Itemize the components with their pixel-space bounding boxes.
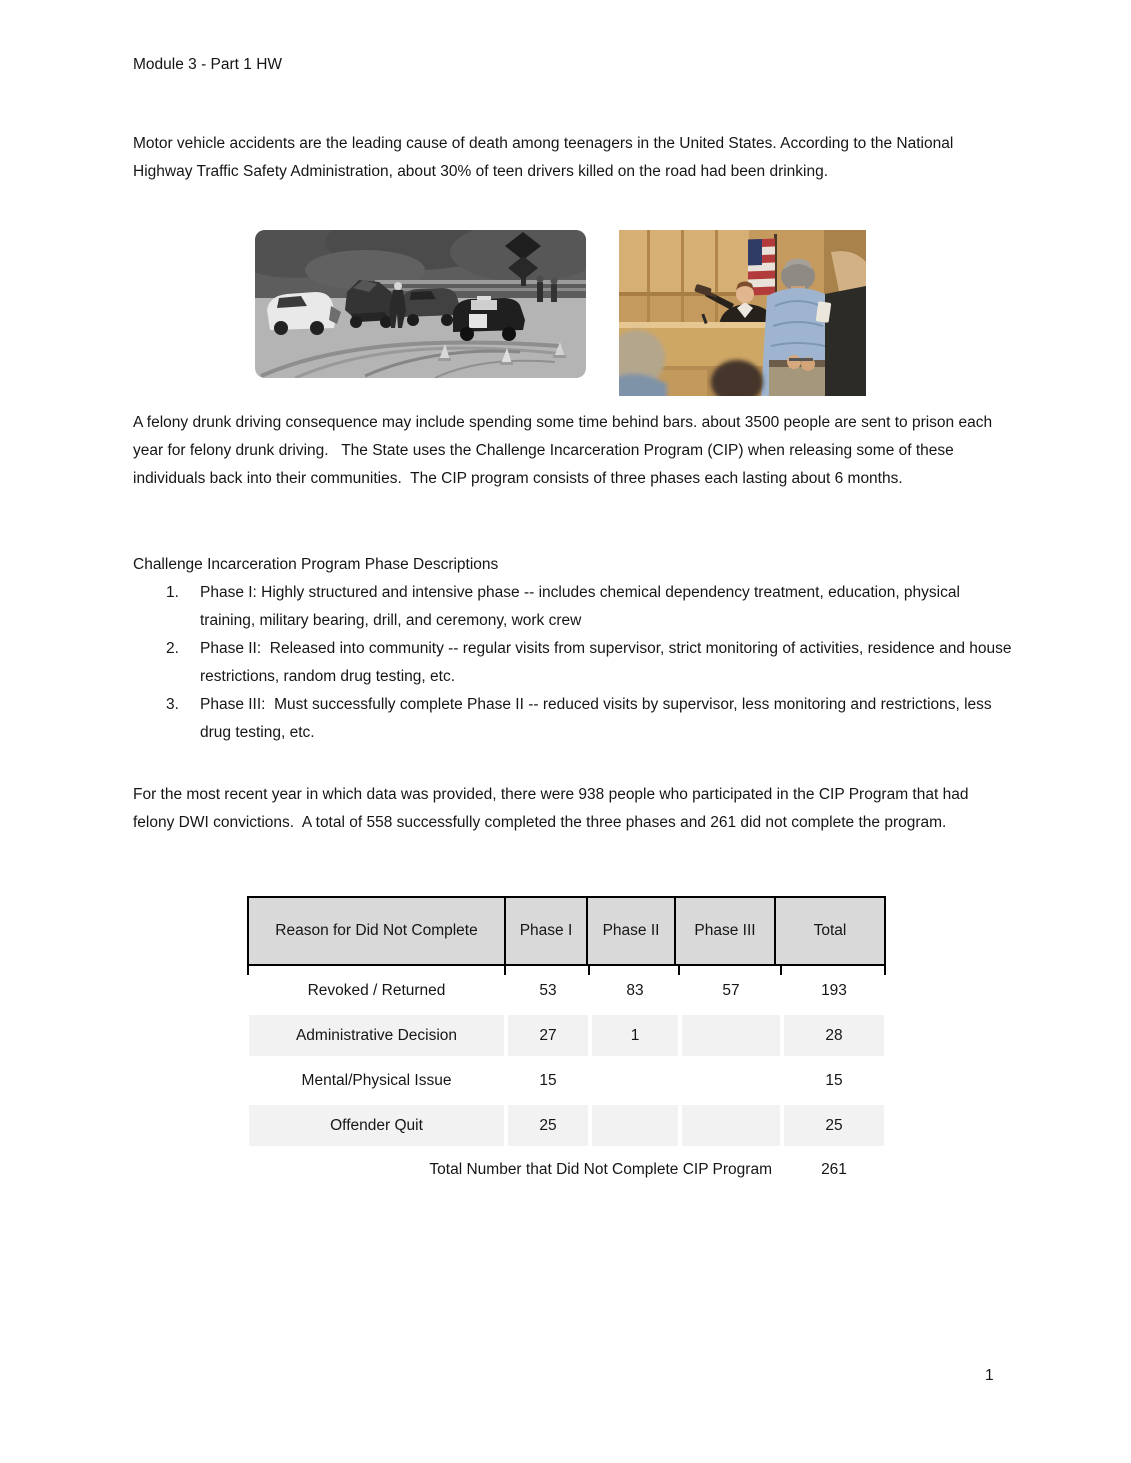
cell-total: 15: [825, 1071, 843, 1089]
cell-reason: Mental/Physical Issue: [301, 1071, 452, 1089]
phases-section: [133, 551, 1016, 747]
table-header-phase3: Phase III: [676, 898, 776, 964]
phase-list-item-2: [133, 635, 1016, 691]
header-border-stub: [884, 966, 886, 975]
list-text: Phase III: Must successfully complete Phase II -- reduced visits by supervisor, less monitoring and restrictions, less drug testing, etc.: [200, 696, 996, 741]
list-text: Phase II: Released into community -- regular visits from supervisor, strict monitoring of activities, residence and house restrictions, random drug testing, etc.: [200, 640, 1016, 685]
felony-paragraph: A felony drunk driving consequence may include spending some time behind bars. about 3500 people are sent to prison each year for felony drunk driving. The State uses the Challenge Incarceration Program (CIP) when releasing some of these individuals back into their communities. The CIP program consists of three phases each lasting about 6 months.: [133, 414, 997, 487]
cell-phase2: 83: [626, 981, 644, 999]
cell-reason: Administrative Decision: [247, 1013, 506, 1058]
table-header-phase2: Phase II: [588, 898, 676, 964]
list-number: 3.: [166, 696, 179, 713]
table-footer: [247, 1156, 886, 1184]
images-row: [255, 230, 866, 396]
cell-phase1: 25: [506, 1103, 590, 1148]
cell-phase3: [680, 1058, 782, 1103]
cell-phase2: [590, 1103, 680, 1148]
table-row-administrative: [247, 1013, 886, 1058]
list-number: 2.: [166, 640, 179, 657]
cell-phase3: [680, 1103, 782, 1148]
table-header-reason: Reason for Did Not Complete: [249, 898, 506, 964]
cell-phase2: 1: [590, 1013, 680, 1058]
list-text: Phase I: Highly structured and intensive phase -- includes chemical dependency treatment, education, physical training, military bearing, drill, and ceremony, work crew: [200, 584, 965, 629]
cell-phase1: 53: [539, 981, 557, 999]
intro-paragraph: Motor vehicle accidents are the leading cause of death among teenagers in the United States. According to the National Highway Traffic Safety Administration, about 30% of teen drivers killed on the road had been drinking.: [133, 135, 958, 180]
table-row-offender-quit: [247, 1103, 886, 1148]
table-header-phase1: Phase I: [506, 898, 588, 964]
table-header-total: Total: [776, 898, 884, 964]
page-number: 1: [985, 1367, 994, 1384]
courtroom-photo: [619, 230, 866, 396]
table-row-revoked: [247, 968, 886, 1013]
phases-heading: Challenge Incarceration Program Phase Descriptions: [133, 556, 499, 573]
cell-phase1: 15: [539, 1071, 557, 1089]
table-header-row: [247, 896, 886, 966]
cell-total: 28: [782, 1013, 886, 1058]
table-footer-label: Total Number that Did Not Complete CIP Program: [429, 1161, 772, 1178]
phase-list-item-3: [133, 691, 1013, 747]
cell-total: 193: [821, 981, 847, 999]
header-border-stub: [588, 966, 590, 975]
data-paragraph: For the most recent year in which data was provided, there were 938 people who participated in the CIP Program that had felony DWI convictions. A total of 558 successfully completed the three phases and 261 did not complete the program.: [133, 786, 973, 831]
cell-phase1: 27: [506, 1013, 590, 1058]
cell-phase3: 57: [722, 981, 740, 999]
header-border-stub: [504, 966, 506, 975]
cell-reason: Offender Quit: [247, 1103, 506, 1148]
cell-phase3: [680, 1013, 782, 1058]
table-row-mental-physical: [247, 1058, 886, 1103]
car-crash-photo: [255, 230, 586, 378]
cip-table: [247, 896, 886, 1148]
phase-list-item-1: [133, 579, 1013, 635]
header-border-stub: [247, 966, 249, 975]
cell-phase2: [590, 1058, 680, 1103]
cell-total: 25: [782, 1103, 886, 1148]
doc-title: Module 3 - Part 1 HW: [133, 56, 283, 73]
header-border-stub: [780, 966, 782, 975]
list-number: 1.: [166, 584, 179, 601]
cell-reason: Revoked / Returned: [307, 981, 446, 999]
table-footer-value: 261: [821, 1161, 847, 1178]
table-body: [247, 968, 886, 1148]
header-border-stub: [678, 966, 680, 975]
